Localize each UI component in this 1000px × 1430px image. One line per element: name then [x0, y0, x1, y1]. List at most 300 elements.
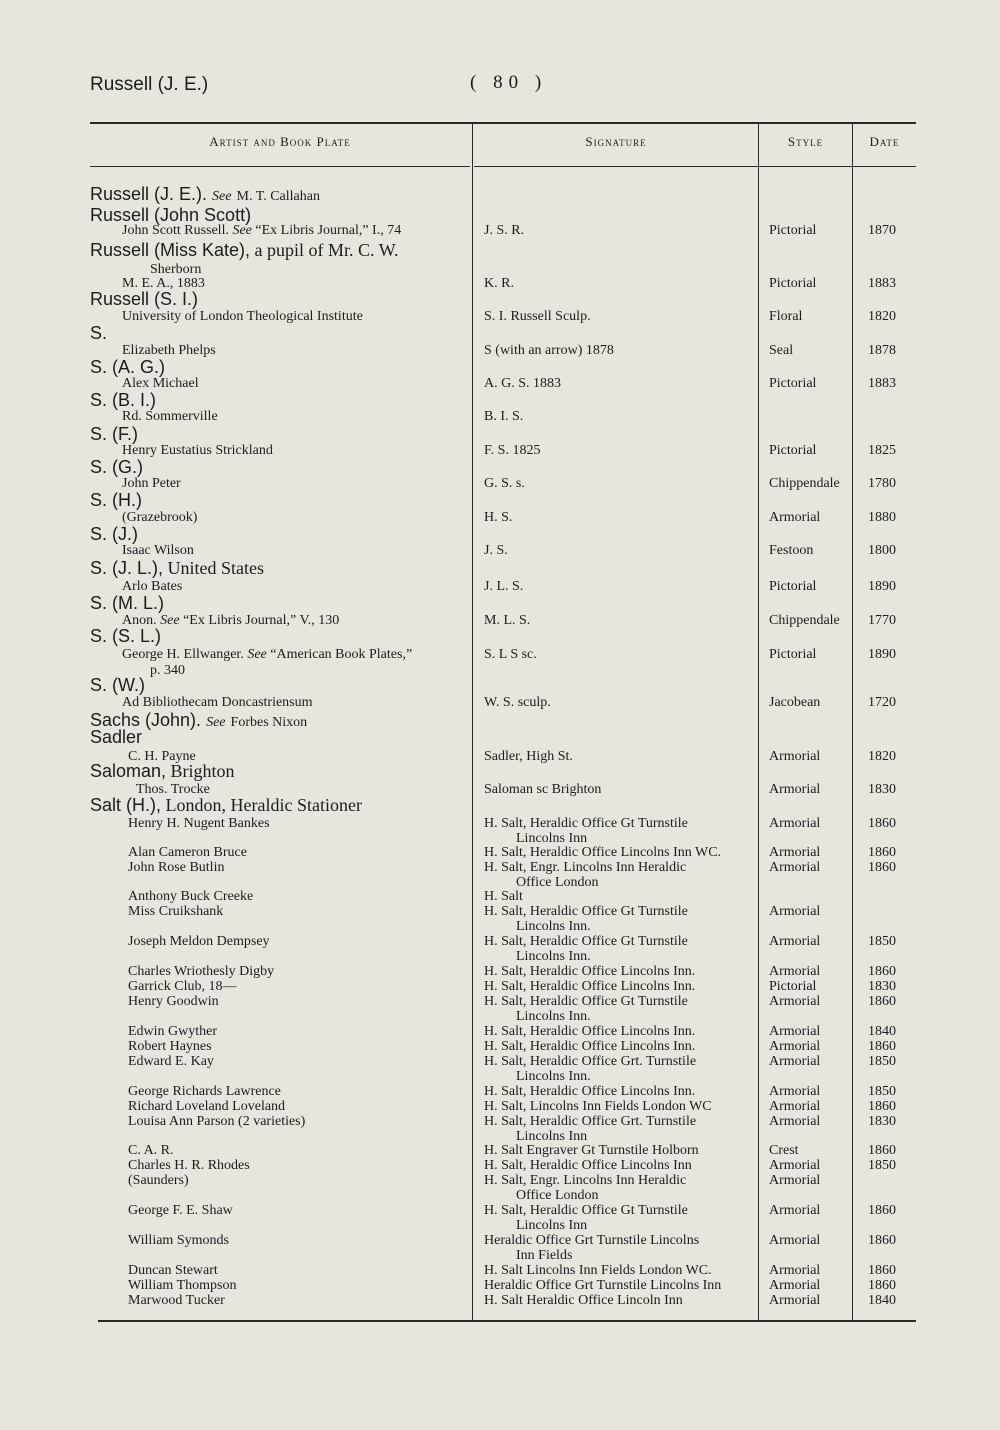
signature-text: H. Salt, Heraldic Office Gt Turnstile: [484, 934, 688, 949]
entry-heading: [90, 593, 164, 613]
style-cell: Armorial: [769, 860, 821, 875]
owner-name: [122, 443, 273, 458]
owner-name: [128, 1084, 281, 1099]
date-cell: 1860: [868, 816, 896, 831]
heading-name: S. (F.): [90, 424, 138, 444]
owner-name: [128, 1203, 233, 1218]
signature-continuation: Lincolns Inn.: [516, 1009, 591, 1024]
table-top-rule: [90, 122, 916, 124]
style-cell: Pictorial: [769, 223, 817, 238]
signature-cell: [484, 343, 754, 358]
signature-continuation: Lincolns Inn.: [516, 949, 591, 964]
owner-text: M. E. A., 1883: [122, 276, 205, 291]
date-cell: 1883: [868, 276, 896, 291]
style-cell: Pictorial: [769, 276, 817, 291]
style-cell: Armorial: [769, 1054, 821, 1069]
date-cell: 1850: [868, 934, 896, 949]
signature-cell: [484, 1233, 754, 1263]
signature-text: H. Salt, Heraldic Office Lincolns Inn.: [484, 1024, 696, 1039]
owner-text: Alan Cameron Bruce: [128, 845, 247, 860]
signature-cell: [484, 1278, 754, 1293]
style-cell: Armorial: [769, 816, 821, 831]
owner-name: [122, 695, 313, 710]
entry-heading: [90, 205, 251, 225]
style-cell: Armorial: [769, 1114, 821, 1129]
style-cell: Armorial: [769, 845, 821, 860]
page-number: ( 80 ): [470, 72, 548, 93]
date-cell: 1860: [868, 1039, 896, 1054]
signature-cell: [484, 1173, 754, 1203]
owner-name: [128, 816, 270, 831]
date-cell: 1850: [868, 1084, 896, 1099]
style-cell: Armorial: [769, 1173, 821, 1188]
signature-cell: [484, 934, 754, 964]
heading-description: United States: [163, 558, 265, 578]
signature-cell: [484, 994, 754, 1024]
owner-name: [122, 647, 412, 662]
signature-text: H. Salt Heraldic Office Lincoln Inn: [484, 1293, 683, 1308]
owner-text: Anon.: [122, 613, 157, 628]
style-cell: Armorial: [769, 1084, 821, 1099]
owner-text: Henry H. Nugent Bankes: [128, 816, 270, 831]
owner-text: Charles H. R. Rhodes: [128, 1158, 250, 1173]
style-cell: Armorial: [769, 1099, 821, 1114]
owner-text: Henry Goodwin: [128, 994, 219, 1009]
date-cell: 1860: [868, 964, 896, 979]
heading-name: Sadler: [90, 727, 143, 747]
owner-name: [128, 1278, 236, 1293]
signature-text: H. S.: [484, 510, 513, 525]
entry-heading: [90, 457, 143, 477]
column-header-signature: Signature: [585, 134, 647, 149]
owner-text: George H. Ellwanger.: [122, 647, 244, 662]
signature-cell: [484, 543, 754, 558]
entry-heading: [90, 184, 320, 207]
owner-text: University of London Theological Institute: [122, 309, 363, 324]
signature-cell: [484, 1084, 754, 1099]
column-divider-2: [758, 124, 759, 1322]
heading-name: Russell (J. E.).: [90, 184, 208, 204]
column-divider-3: [852, 124, 853, 1322]
date-cell: 1883: [868, 376, 896, 391]
owner-name: [150, 663, 185, 678]
signature-text: W. S. sculp.: [484, 695, 551, 710]
date-cell: 1870: [868, 223, 896, 238]
owner-text: Ad Bibliothecam Doncastriensum: [122, 695, 313, 710]
style-cell: Floral: [769, 309, 803, 324]
heading-description: Brighton: [166, 761, 235, 781]
date-cell: 1800: [868, 543, 896, 558]
owner-text: (Saunders): [128, 1173, 189, 1188]
heading-name: S. (M. L.): [90, 593, 165, 613]
signature-cell: [484, 276, 754, 291]
style-cell: Armorial: [769, 964, 821, 979]
signature-continuation: Inn Fields: [516, 1248, 573, 1263]
date-cell: 1860: [868, 1233, 896, 1248]
heading-name: S. (H.): [90, 490, 142, 510]
owner-name: [122, 376, 199, 391]
signature-continuation: Lincolns Inn: [516, 1129, 588, 1144]
signature-continuation: Lincolns Inn: [516, 1218, 588, 1233]
signature-text: K. R.: [484, 276, 514, 291]
signature-text: Heraldic Office Grt Turnstile Lincolns: [484, 1233, 700, 1248]
signature-text: H. Salt, Heraldic Office Lincolns Inn.: [484, 964, 696, 979]
owner-name: [128, 845, 247, 860]
entry-heading: [90, 727, 142, 747]
owner-name: [128, 1263, 218, 1278]
date-cell: 1830: [868, 979, 896, 994]
entry-heading: [90, 490, 142, 510]
heading-name: Russell (S. I.): [90, 289, 199, 309]
signature-cell: [484, 309, 754, 324]
style-cell: Armorial: [769, 1263, 821, 1278]
signature-text: H. Salt, Heraldic Office Lincolns Inn.: [484, 1084, 696, 1099]
date-cell: 1860: [868, 845, 896, 860]
see-reference: See: [232, 223, 252, 238]
column-header-style: Style: [787, 134, 824, 149]
owner-name: [128, 1099, 285, 1114]
style-cell: Pictorial: [769, 647, 817, 662]
see-reference: See: [206, 715, 226, 730]
owner-name: [128, 1039, 212, 1054]
signature-cell: [484, 695, 754, 710]
owner-name: [128, 1293, 225, 1308]
signature-text: H. Salt, Heraldic Office Lincolns Inn.: [484, 979, 696, 994]
signature-text: H. Salt, Engr. Lincolns Inn Heraldic: [484, 1173, 687, 1188]
signature-cell: [484, 889, 754, 904]
owner-text: C. A. R.: [128, 1143, 174, 1158]
signature-cell: [484, 1263, 754, 1278]
style-cell: Pictorial: [769, 579, 817, 594]
date-cell: 1860: [868, 860, 896, 875]
owner-text: C. H. Payne: [128, 749, 196, 764]
style-cell: Armorial: [769, 1158, 821, 1173]
heading-description: London, Heraldic Stationer: [161, 795, 362, 815]
heading-description: a pupil of Mr. C. W.: [250, 240, 399, 260]
heading-name: Saloman,: [90, 761, 167, 781]
signature-cell: [484, 647, 754, 662]
reference-target: “Ex Libris Journal,” V., 130: [183, 613, 340, 628]
owner-name: [122, 343, 216, 358]
column-header-artist: Artist and Book Plate: [209, 134, 351, 149]
heading-name: S. (J. L.),: [90, 558, 164, 578]
signature-text: J. L. S.: [484, 579, 524, 594]
signature-text: F. S. 1825: [484, 443, 541, 458]
signature-cell: [484, 1024, 754, 1039]
style-cell: Armorial: [769, 1203, 821, 1218]
owner-text: Thos. Trocke: [136, 782, 210, 797]
reference-target: “American Book Plates,”: [270, 647, 413, 662]
owner-name: [128, 1024, 217, 1039]
style-cell: Festoon: [769, 543, 814, 558]
signature-text: Saloman sc Brighton: [484, 782, 602, 797]
owner-text: p. 340: [150, 663, 185, 678]
signature-text: H. Salt, Lincolns Inn Fields London WC: [484, 1099, 712, 1114]
owner-text: John Peter: [122, 476, 181, 491]
signature-text: G. S. s.: [484, 476, 525, 491]
signature-cell: [484, 613, 754, 628]
heading-name: S. (S. L.): [90, 626, 162, 646]
signature-text: H. Salt, Heraldic Office Lincolns Inn.: [484, 1039, 696, 1054]
owner-name: [128, 1158, 250, 1173]
date-cell: 1820: [868, 749, 896, 764]
entry-heading: [90, 289, 198, 309]
signature-cell: [484, 1099, 754, 1114]
owner-name: [122, 476, 181, 491]
signature-text: Heraldic Office Grt Turnstile Lincolns Inn: [484, 1278, 722, 1293]
signature-text: H. Salt, Heraldic Office Gt Turnstile: [484, 994, 688, 1009]
date-cell: 1860: [868, 1263, 896, 1278]
signature-continuation: Office London: [516, 875, 599, 890]
owner-name: [128, 860, 224, 875]
signature-text: H. Salt, Heraldic Office Gt Turnstile: [484, 904, 688, 919]
signature-text: Sadler, High St.: [484, 749, 573, 764]
owner-text: Charles Wriothesly Digby: [128, 964, 275, 979]
signature-text: J. S.: [484, 543, 508, 558]
owner-name: [128, 964, 274, 979]
style-cell: Armorial: [769, 1039, 821, 1054]
entry-heading: [90, 390, 156, 410]
signature-cell: [484, 1158, 754, 1173]
signature-text: B. I. S.: [484, 409, 524, 424]
signature-text: S. L S sc.: [484, 647, 537, 662]
signature-cell: [484, 1293, 754, 1308]
style-cell: Armorial: [769, 782, 821, 797]
signature-text: H. Salt, Heraldic Office Lincolns Inn: [484, 1158, 692, 1173]
heading-name: S. (A. G.): [90, 357, 166, 377]
heading-name: Russell (John Scott): [90, 205, 252, 225]
date-cell: 1720: [868, 695, 896, 710]
owner-text: Louisa Ann Parson (2 varieties): [128, 1114, 306, 1129]
signature-cell: [484, 860, 754, 890]
entry-heading: [90, 626, 161, 646]
table-bottom-rule: [98, 1320, 916, 1322]
see-reference: See: [212, 189, 232, 204]
date-cell: 1830: [868, 782, 896, 797]
date-cell: 1860: [868, 1278, 896, 1293]
signature-text: H. Salt, Engr. Lincolns Inn Heraldic: [484, 860, 687, 875]
owner-text: Edward E. Kay: [128, 1054, 214, 1069]
entry-heading: [90, 795, 362, 815]
owner-text: John Rose Butlin: [128, 860, 225, 875]
owner-text: Richard Loveland Loveland: [128, 1099, 286, 1114]
signature-text: H. Salt, Heraldic Office Gt Turnstile: [484, 816, 688, 831]
owner-text: (Grazebrook): [122, 510, 198, 525]
owner-name: [128, 994, 219, 1009]
signature-text: H. Salt: [484, 889, 523, 904]
style-cell: Chippendale: [769, 476, 840, 491]
date-cell: 1860: [868, 1099, 896, 1114]
entry-heading: [90, 323, 107, 343]
header-bottom-rule-left: [90, 166, 470, 167]
owner-name: [128, 1143, 174, 1158]
signature-cell: [484, 1039, 754, 1054]
style-cell: Pictorial: [769, 376, 817, 391]
reference-target: M. T. Callahan: [236, 189, 320, 204]
owner-name: [122, 579, 182, 594]
date-cell: 1880: [868, 510, 896, 525]
owner-name: [128, 904, 223, 919]
owner-name: [122, 223, 401, 238]
signature-cell: [484, 979, 754, 994]
owner-text: Robert Haynes: [128, 1039, 212, 1054]
style-cell: Chippendale: [769, 613, 840, 628]
date-cell: 1770: [868, 613, 896, 628]
signature-cell: [484, 409, 754, 424]
owner-name: [128, 1233, 229, 1248]
entry-heading: [90, 357, 165, 377]
date-cell: 1825: [868, 443, 896, 458]
owner-text: William Symonds: [128, 1233, 229, 1248]
style-cell: Armorial: [769, 994, 821, 1009]
signature-cell: [484, 1143, 754, 1158]
signature-cell: [484, 964, 754, 979]
signature-text: H. Salt, Heraldic Office Grt. Turnstile: [484, 1054, 697, 1069]
signature-continuation: Lincolns Inn.: [516, 1069, 591, 1084]
date-cell: 1890: [868, 647, 896, 662]
owner-name: [122, 309, 363, 324]
heading-name: S. (J.): [90, 524, 138, 544]
owner-name: [122, 543, 194, 558]
heading-name: Russell (Miss Kate),: [90, 240, 251, 260]
date-cell: 1860: [868, 994, 896, 1009]
heading-name: S. (B. I.): [90, 390, 157, 410]
signature-cell: [484, 1114, 754, 1144]
owner-text: Elizabeth Phelps: [122, 343, 216, 358]
entry-heading: [90, 761, 235, 781]
style-cell: Jacobean: [769, 695, 821, 710]
date-cell: 1840: [868, 1024, 896, 1039]
owner-text: John Scott Russell.: [122, 223, 229, 238]
owner-text: Alex Michael: [122, 376, 199, 391]
owner-text: Garrick Club, 18—: [128, 979, 237, 994]
signature-text: S. I. Russell Sculp.: [484, 309, 591, 324]
heading-name: Salt (H.),: [90, 795, 162, 815]
signature-text: S (with an arrow) 1878: [484, 343, 614, 358]
owner-text: William Thompson: [128, 1278, 237, 1293]
signature-cell: [484, 510, 754, 525]
style-cell: Armorial: [769, 1233, 821, 1248]
see-reference: See: [160, 613, 180, 628]
column-header-date: Date: [869, 134, 900, 149]
reference-target: Forbes Nixon: [230, 715, 308, 730]
owner-text: Joseph Meldon Dempsey: [128, 934, 270, 949]
owner-name: [128, 1173, 189, 1188]
signature-cell: [484, 579, 754, 594]
reference-target: “Ex Libris Journal,” I., 74: [255, 223, 402, 238]
see-reference: See: [247, 647, 267, 662]
date-cell: 1860: [868, 1203, 896, 1218]
owner-name: [128, 1054, 214, 1069]
owner-name: [128, 1114, 305, 1129]
style-cell: Armorial: [769, 1278, 821, 1293]
owner-text: George Richards Lawrence: [128, 1084, 281, 1099]
signature-cell: [484, 476, 754, 491]
signature-cell: [484, 223, 754, 238]
date-cell: 1780: [868, 476, 896, 491]
signature-cell: [484, 1054, 754, 1084]
signature-cell: [484, 904, 754, 934]
date-cell: 1840: [868, 1293, 896, 1308]
owner-text: Marwood Tucker: [128, 1293, 225, 1308]
style-cell: Armorial: [769, 510, 821, 525]
owner-text: Isaac Wilson: [122, 543, 194, 558]
date-cell: 1878: [868, 343, 896, 358]
date-cell: 1850: [868, 1054, 896, 1069]
signature-cell: [484, 443, 754, 458]
date-cell: 1850: [868, 1158, 896, 1173]
owner-text: Miss Cruikshank: [128, 904, 224, 919]
style-cell: Crest: [769, 1143, 799, 1158]
header-bottom-rule-right: [474, 166, 916, 167]
signature-text: H. Salt Lincolns Inn Fields London WC.: [484, 1263, 712, 1278]
signature-text: H. Salt Engraver Gt Turnstile Holborn: [484, 1143, 699, 1158]
signature-continuation: Lincolns Inn: [516, 831, 588, 846]
column-divider-1: [472, 124, 473, 1322]
style-cell: Pictorial: [769, 443, 817, 458]
style-cell: Armorial: [769, 904, 821, 919]
owner-name: [128, 979, 236, 994]
date-cell: 1860: [868, 1143, 896, 1158]
signature-text: M. L. S.: [484, 613, 531, 628]
date-cell: 1820: [868, 309, 896, 324]
heading-name: S. (G.): [90, 457, 143, 477]
signature-text: H. Salt, Heraldic Office Lincolns Inn WC.: [484, 845, 722, 860]
owner-name: [150, 262, 201, 277]
owner-name: [122, 409, 218, 424]
entry-heading: [90, 424, 138, 444]
signature-cell: [484, 816, 754, 846]
heading-name: S.: [90, 323, 108, 343]
owner-name: [128, 889, 253, 904]
owner-text: Arlo Bates: [122, 579, 183, 594]
heading-name: Sachs (John).: [90, 710, 202, 730]
heading-name: S. (W.): [90, 675, 145, 695]
style-cell: Armorial: [769, 1293, 821, 1308]
entry-heading: [90, 675, 145, 695]
entry-heading: [90, 524, 138, 544]
signature-text: H. Salt, Heraldic Office Grt. Turnstile: [484, 1114, 697, 1129]
signature-text: H. Salt, Heraldic Office Gt Turnstile: [484, 1203, 688, 1218]
owner-name: [128, 934, 270, 949]
running-head: Russell (J. E.): [90, 74, 209, 95]
signature-cell: [484, 1203, 754, 1233]
style-cell: Armorial: [769, 749, 821, 764]
style-cell: Seal: [769, 343, 794, 358]
signature-cell: [484, 376, 754, 391]
owner-text: Henry Eustatius Strickland: [122, 443, 273, 458]
owner-name: [122, 510, 197, 525]
signature-continuation: Office London: [516, 1188, 599, 1203]
signature-text: J. S. R.: [484, 223, 525, 238]
entry-heading: [90, 558, 264, 578]
owner-text: Anthony Buck Creeke: [128, 889, 254, 904]
owner-text: Sherborn: [150, 262, 202, 277]
style-cell: Armorial: [769, 934, 821, 949]
owner-text: Rd. Sommerville: [122, 409, 218, 424]
date-cell: 1830: [868, 1114, 896, 1129]
owner-text: George F. E. Shaw: [128, 1203, 233, 1218]
signature-cell: [484, 749, 754, 764]
signature-cell: [484, 782, 754, 797]
date-cell: 1890: [868, 579, 896, 594]
entry-heading: [90, 240, 399, 260]
owner-text: Edwin Gwyther: [128, 1024, 218, 1039]
style-cell: Armorial: [769, 1024, 821, 1039]
owner-text: Duncan Stewart: [128, 1263, 218, 1278]
signature-cell: [484, 845, 754, 860]
signature-continuation: Lincolns Inn.: [516, 919, 591, 934]
